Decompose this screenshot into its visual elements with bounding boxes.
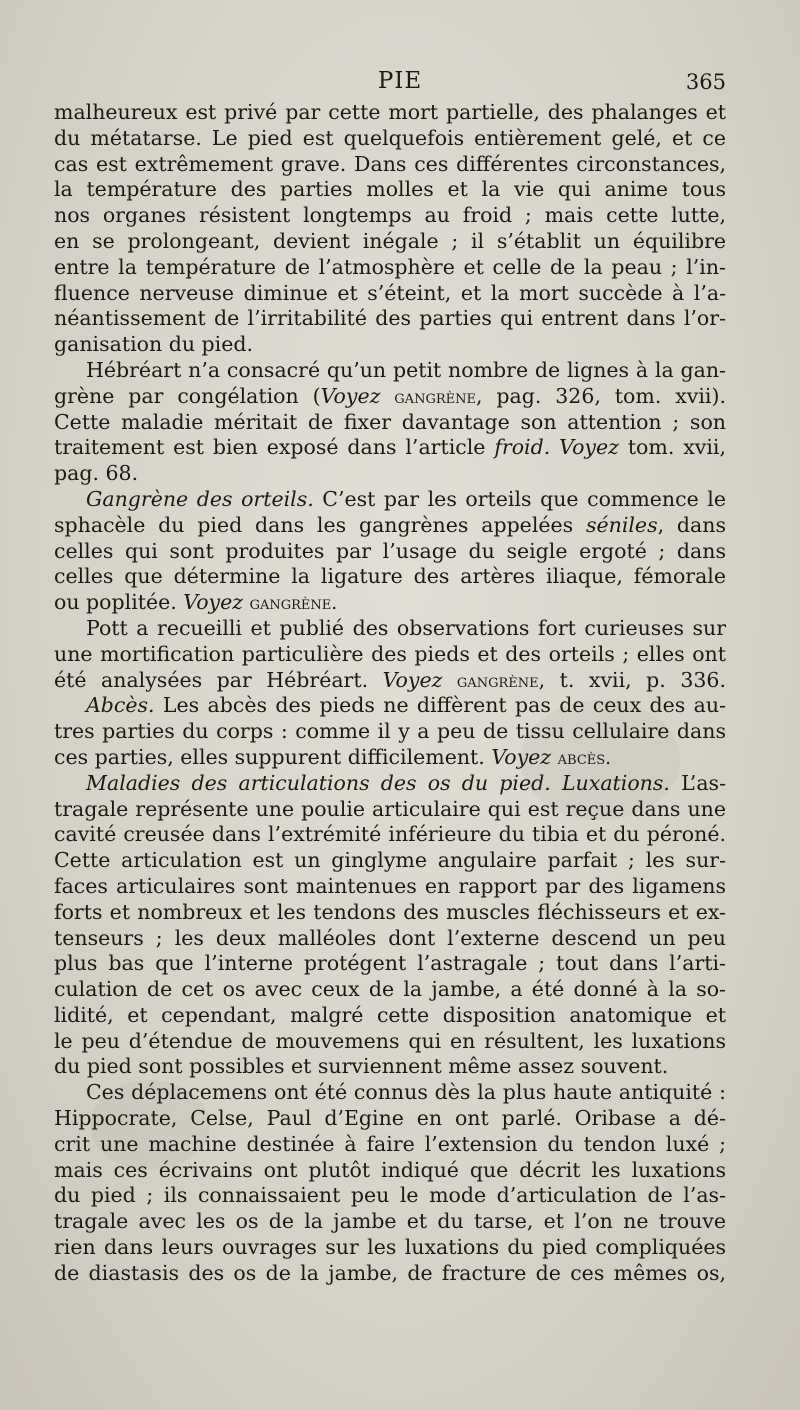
- text-segment: une mortification particulière des pieds et des orteils ; elles ont: [54, 641, 726, 666]
- text-line: [54, 745, 726, 771]
- italic-text: Abcès.: [86, 693, 155, 718]
- text-line: [54, 332, 726, 358]
- text-line: [54, 203, 726, 229]
- text-segment: celles que détermine la ligature des artères iliaque, fémorale: [54, 564, 726, 589]
- running-head: PIE: [377, 68, 423, 94]
- text-segment: , dans: [657, 512, 726, 537]
- small-caps-text: gangrène.: [249, 592, 338, 615]
- italic-text: Maladies des articulations des os du pied. Luxations.: [86, 770, 670, 795]
- text-segment: Hippocrate, Celse, Paul d’Egine en ont parlé. Oribase a dé-: [54, 1106, 726, 1131]
- text-segment: ces parties, elles suppurent difficilement.: [54, 744, 492, 769]
- text-line: [54, 126, 726, 152]
- text-line: [54, 719, 726, 745]
- text-segment: la température des parties molles et la vie qui anime tous: [54, 177, 726, 202]
- text-line: [54, 1235, 726, 1261]
- text-segment: C’est par les orteils que commence le: [313, 486, 726, 511]
- text-segment: Pott a recueilli et publié des observations fort curieuses sur: [86, 615, 726, 640]
- text-segment: fluence nerveuse diminue et s’éteint, et la mort succède à l’a-: [54, 280, 726, 305]
- text-segment: [380, 384, 394, 408]
- text-segment: cavité creusée dans l’extrémité inférieure du tibia et du péroné.: [54, 822, 726, 847]
- text-line: [54, 1158, 726, 1184]
- italic-text: Voyez: [491, 744, 552, 769]
- small-caps-text: gangrène: [456, 669, 539, 692]
- text-segment: plus bas que l’interne protégent l’astragale ; tout dans l’arti-: [54, 951, 726, 976]
- text-line: [54, 616, 726, 642]
- text-segment: Les abcès des pieds ne diffèrent pas de ceux des au-: [154, 693, 726, 718]
- text-line: [54, 590, 726, 616]
- text-line: [54, 1209, 726, 1235]
- text-segment: nos organes résistent longtemps au froid ; mais cette lutte,: [54, 203, 726, 228]
- text-line: [54, 564, 726, 590]
- body-text: [54, 100, 726, 1287]
- text-segment: faces articulaires sont maintenues en rapport par des ligamens: [54, 873, 726, 898]
- text-segment: cas est extrêmement grave. Dans ces différentes circonstances,: [54, 151, 726, 176]
- text-segment: été analysées par Hébréart.: [54, 667, 383, 692]
- text-line: [54, 281, 726, 307]
- text-segment: lidité, et cependant, malgré cette disposition anatomique et: [54, 1002, 726, 1027]
- text-segment: tom. xvii,: [618, 435, 726, 460]
- text-segment: néantissement de l’irritabilité des parties qui entrent dans l’or-: [54, 306, 726, 331]
- text-line: [54, 1183, 726, 1209]
- text-line: [54, 1029, 726, 1055]
- text-line: [54, 177, 726, 203]
- text-line: [54, 539, 726, 565]
- text-segment: , t. xvii, p. 336.: [538, 667, 726, 692]
- italic-text: Voyez: [559, 435, 619, 460]
- text-line: [54, 435, 726, 461]
- text-segment: mais ces écrivains ont plutôt indiqué que décrit les luxations: [54, 1157, 726, 1182]
- text-line: [54, 951, 726, 977]
- text-segment: malheureux est privé par cette mort partielle, des phalanges et: [54, 100, 726, 124]
- small-caps-text: gangrène: [394, 385, 476, 408]
- text-segment: tenseurs ; les deux malléoles dont l’externe descend un peu: [54, 925, 726, 950]
- text-line: [54, 1106, 726, 1132]
- text-segment: rien dans leurs ouvrages sur les luxations du pied compliquées: [54, 1235, 726, 1260]
- text-segment: , pag. 326, tom. xvii).: [475, 383, 726, 408]
- text-line: [54, 926, 726, 952]
- text-segment: pag. 68.: [54, 461, 139, 486]
- text-line: [54, 1003, 726, 1029]
- text-line: [54, 306, 726, 332]
- text-line: [54, 513, 726, 539]
- italic-text: séniles: [585, 512, 658, 537]
- text-line: [54, 152, 726, 178]
- text-segment: [442, 668, 457, 692]
- text-line: [54, 410, 726, 436]
- text-line: [54, 1261, 726, 1287]
- text-line: [54, 487, 726, 513]
- text-segment: traitement est bien exposé dans l’article: [54, 435, 495, 460]
- text-segment: L’as-: [669, 770, 726, 795]
- text-line: [54, 642, 726, 668]
- text-line: [54, 461, 726, 487]
- text-segment: Hébréart n’a consacré qu’un petit nombre de lignes à la gan-: [86, 357, 726, 382]
- italic-text: froid.: [494, 435, 551, 460]
- text-segment: du pied ; ils connaissaient peu le mode d’articulation de l’as-: [54, 1183, 726, 1208]
- text-segment: Cette articulation est un ginglyme angulaire parfait ; les sur-: [54, 848, 726, 873]
- text-segment: [550, 435, 559, 459]
- page-number: 365: [685, 70, 726, 94]
- text-segment: sphacèle du pied dans les gangrènes appelées: [54, 512, 586, 537]
- text-segment: ou poplitée.: [54, 590, 184, 615]
- text-line: [54, 693, 726, 719]
- text-segment: tragale avec les os de la jambe et du tarse, et l’on ne trouve: [54, 1209, 726, 1234]
- text-segment: tragale représente une poulie articulaire qui est reçue dans une: [54, 796, 726, 821]
- text-segment: le peu d’étendue de mouvemens qui en résultent, les luxations: [54, 1028, 726, 1053]
- text-segment: de diastasis des os de la jambe, de fracture de ces mêmes os,: [54, 1260, 726, 1285]
- text-line: [54, 384, 726, 410]
- text-segment: du métatarse. Le pied est quelquefois entièrement gelé, et ce: [54, 125, 726, 150]
- text-line: [54, 1054, 726, 1080]
- text-segment: Cette maladie méritait de fixer davantage son attention ; son: [54, 409, 726, 434]
- text-line: [54, 822, 726, 848]
- page-header: [0, 68, 800, 102]
- text-line: [54, 797, 726, 823]
- italic-text: Voyez: [320, 383, 381, 408]
- text-segment: Ces déplacemens ont été connus dès la plus haute antiquité :: [86, 1080, 726, 1105]
- text-line: [54, 1080, 726, 1106]
- text-line: [54, 874, 726, 900]
- small-caps-text: abcès.: [557, 746, 612, 769]
- text-segment: crit une machine destinée à faire l’extension du tendon luxé ;: [54, 1131, 726, 1156]
- text-segment: tres parties du corps : comme il y a peu de tissu cellulaire dans: [54, 719, 726, 744]
- text-segment: ganisation du pied.: [54, 332, 253, 357]
- text-line: [54, 900, 726, 926]
- text-line: [54, 229, 726, 255]
- text-line: [54, 771, 726, 797]
- text-segment: forts et nombreux et les tendons des muscles fléchisseurs et ex-: [54, 899, 726, 924]
- text-line: [54, 255, 726, 281]
- italic-text: Voyez: [382, 667, 443, 692]
- text-line: [54, 358, 726, 384]
- text-line: [54, 668, 726, 694]
- italic-text: Voyez: [183, 590, 244, 615]
- text-line: [54, 100, 726, 126]
- text-segment: du pied sont possibles et surviennent même assez souvent.: [54, 1054, 669, 1079]
- text-segment: culation de cet os avec ceux de la jambe, a été donné à la so-: [54, 977, 726, 1002]
- text-line: [54, 1132, 726, 1158]
- text-segment: grène par congélation (: [54, 383, 321, 408]
- text-segment: entre la température de l’atmosphère et celle de la peau ; l’in-: [54, 254, 726, 279]
- text-segment: celles qui sont produites par l’usage du seigle ergoté ; dans: [54, 538, 726, 563]
- text-line: [54, 977, 726, 1003]
- text-line: [54, 848, 726, 874]
- italic-text: Gangrène des orteils.: [86, 486, 314, 511]
- text-segment: en se prolongeant, devient inégale ; il s’établit un équilibre: [54, 228, 726, 253]
